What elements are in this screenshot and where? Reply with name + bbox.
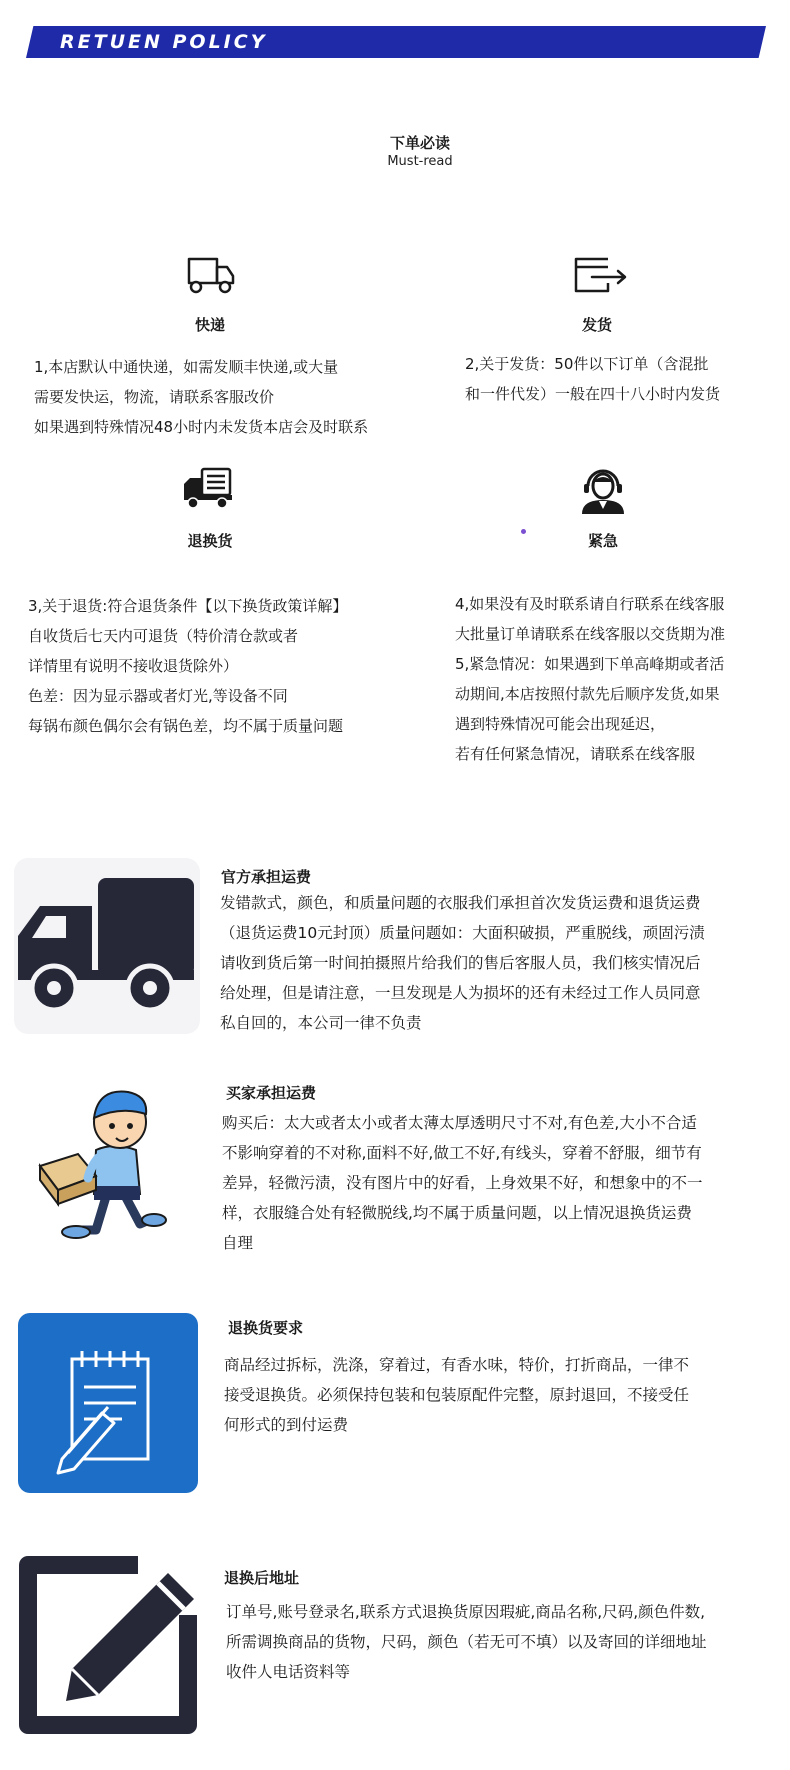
express-label: 快递 <box>194 316 225 334</box>
support-agent-icon <box>578 464 628 516</box>
outbox-icon <box>572 255 630 295</box>
text-line: 接受退换货。必须保持包装和包装原配件完整，原封退回，不接受任 <box>224 1386 690 1404</box>
text-line: 样，衣服缝合处有轻微脱线,均不属于质量问题，以上情况退换货运费 <box>222 1204 692 1222</box>
text-line: 发错款式，颜色，和质量问题的衣服我们承担首次发货运费和退货运费 <box>220 894 701 912</box>
urgent-text <box>455 589 725 769</box>
text-line: 2,关于发货：50件以下订单（含混批 <box>465 355 709 373</box>
section-title: 买家承担运费 <box>226 1084 317 1102</box>
text-line: 收件人电话资料等 <box>226 1663 351 1681</box>
page-subtitle: Must-read <box>387 154 453 169</box>
section-title: 官方承担运费 <box>221 868 312 886</box>
section-body <box>226 1597 707 1687</box>
text-line: 5,紧急情况：如果遇到下单高峰期或者活 <box>455 655 725 673</box>
urgent-label: 紧急 <box>587 532 618 550</box>
notepad-pen-icon <box>18 1313 198 1493</box>
text-line: 给处理，但是请注意，一旦发现是人为损坏的还有未经过工作人员同意 <box>220 984 701 1002</box>
text-line: （退货运费10元封顶）质量问题如：大面积破损，严重脱线，顽固污渍 <box>220 924 705 942</box>
text-line: 动期间,本店按照付款先后顺序发货,如果 <box>455 685 720 703</box>
text-line: 遇到特殊情况可能会出现延迟， <box>455 715 666 733</box>
section-body <box>222 1108 703 1258</box>
text-line: 所需调换商品的货物，尺码，颜色（若无可不填）以及寄回的详细地址 <box>226 1633 707 1651</box>
section-title: 退换货要求 <box>228 1319 304 1337</box>
text-line: 请收到货后第一时间拍摄照片给我们的售后客服人员，我们核实情况后 <box>220 954 701 972</box>
banner-title: RETUEN POLICY <box>60 31 268 53</box>
text-line: 若有任何紧急情况，请联系在线客服 <box>455 745 696 763</box>
text-line: 自收货后七天内可退货（特价清仓款或者 <box>28 627 299 645</box>
text-line: 3,关于退货:符合退货条件【以下换货政策详解】 <box>28 597 348 615</box>
text-line: 自理 <box>222 1234 254 1252</box>
text-line: 和一件代发）一般在四十八小时内发货 <box>465 385 721 403</box>
page-title: 下单必读 <box>389 134 450 152</box>
delivery-truck-icon <box>183 253 237 297</box>
returns-label: 退换货 <box>187 532 233 550</box>
text-line: 需要发快运，物流，请联系客服改价 <box>34 388 275 406</box>
text-line: 4,如果没有及时联系请自行联系在线客服 <box>455 595 725 613</box>
express-text <box>34 352 368 442</box>
text-line: 何形式的到付运费 <box>224 1416 349 1434</box>
edit-pen-icon <box>18 1555 200 1737</box>
shipping-label: 发货 <box>581 316 612 334</box>
dot-marker <box>521 529 526 534</box>
courier-boy-icon <box>36 1080 172 1244</box>
text-line: 详情里有说明不接收退货除外） <box>28 657 239 675</box>
text-line: 订单号,账号登录名,联系方式退换货原因瑕疵,商品名称,尺码,颜色件数, <box>226 1603 706 1621</box>
text-line: 大批量订单请联系在线客服以交货期为准 <box>455 625 726 643</box>
section-body <box>224 1350 689 1440</box>
text-line: 1,本店默认中通快递，如需发顺丰快递,或大量 <box>34 358 339 376</box>
text-line: 差异，轻微污渍，没有图片中的好看，上身效果不好，和想象中的不一 <box>222 1174 703 1192</box>
text-line: 不影响穿着的不对称,面料不好,做工不好,有线头，穿着不舒服，细节有 <box>222 1144 702 1162</box>
text-line: 如果遇到特殊情况48小时内未发货本店会及时联系 <box>34 418 369 436</box>
text-line: 购买后：太大或者太小或者太薄太厚透明尺寸不对,有色差,大小不合适 <box>222 1114 697 1132</box>
section-title: 退换后地址 <box>224 1569 300 1587</box>
shipping-text <box>465 349 720 409</box>
text-line: 色差：因为显示器或者灯光,等设备不同 <box>28 687 288 705</box>
text-line: 商品经过拆标，洗涤，穿着过，有香水味，特价，打折商品，一律不 <box>224 1356 690 1374</box>
big-truck-icon <box>14 858 200 1034</box>
text-line: 私自回的，本公司一律不负责 <box>220 1014 422 1032</box>
returns-text <box>28 591 347 741</box>
text-line: 每锅布颜色偶尔会有锅色差，均不属于质量问题 <box>28 717 344 735</box>
section-body <box>220 888 705 1038</box>
list-truck-icon <box>180 466 236 510</box>
